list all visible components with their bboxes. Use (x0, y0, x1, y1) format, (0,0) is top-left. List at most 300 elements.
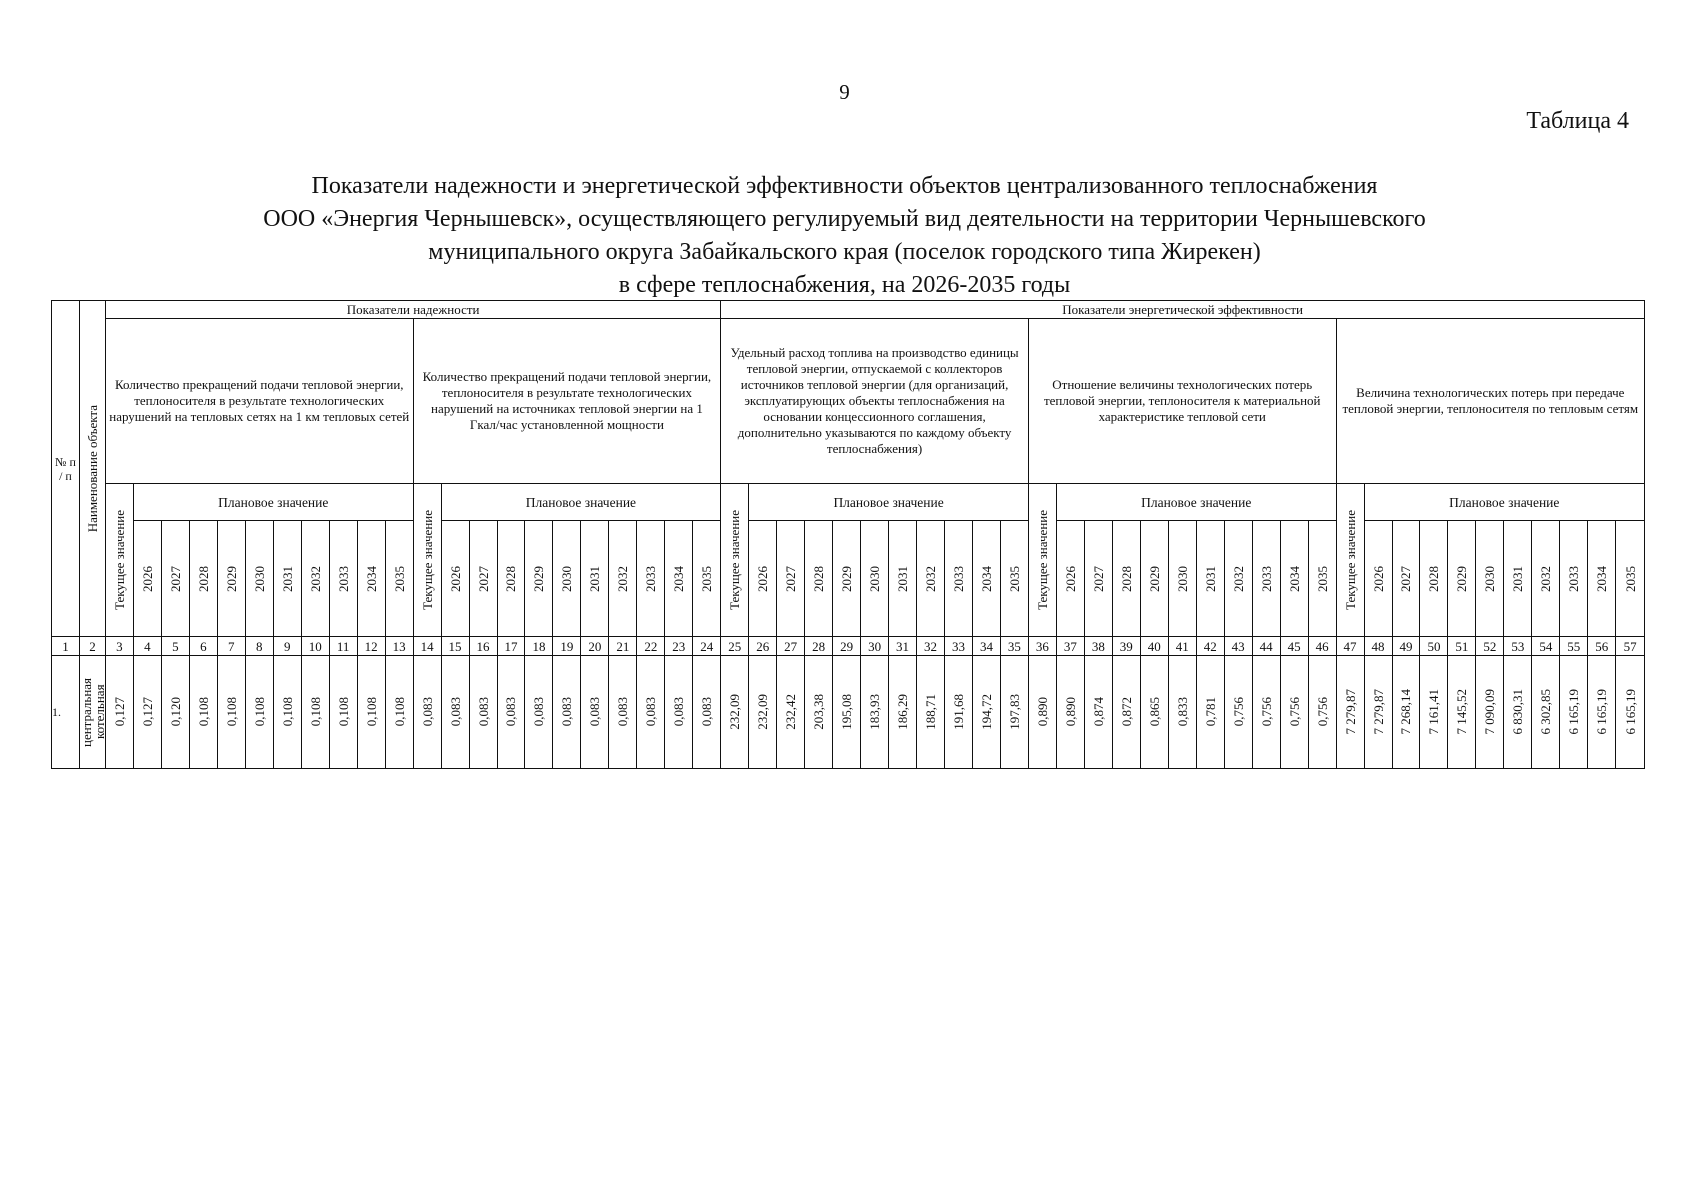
value-cell-text: 7 145,52 (1454, 689, 1470, 735)
year-header-text: 2027 (1398, 565, 1414, 592)
year-header-text: 2026 (1370, 565, 1386, 592)
value-cell (553, 656, 581, 769)
column-number: 4 (133, 637, 161, 656)
year-header (1084, 521, 1112, 637)
year-header-text: 2030 (251, 565, 267, 592)
year-header-text: 2032 (615, 565, 631, 592)
planned-value-header: Плановое значение (133, 484, 413, 521)
value-cell (1252, 656, 1280, 769)
column-number: 6 (189, 637, 217, 656)
page-number: 9 (839, 80, 850, 104)
value-cell (161, 656, 189, 769)
year-header (273, 521, 301, 637)
year-header (469, 521, 497, 637)
value-cell-text: 0,083 (447, 697, 463, 727)
value-cell-text: 203,38 (811, 694, 827, 730)
value-cell (1196, 656, 1224, 769)
year-header-text: 2031 (587, 565, 603, 592)
value-cell-text: 6 165,19 (1622, 689, 1638, 735)
value-cell-text: 6 165,19 (1594, 689, 1610, 735)
year-header-text: 2031 (895, 565, 911, 592)
value-cell-text: 0,127 (111, 697, 127, 727)
value-cell-text: 0,108 (223, 697, 239, 727)
value-cell-text: 0,083 (699, 697, 715, 727)
object-name-text: центральная котельная (78, 677, 107, 747)
current-value-header-text: Текущее значение (419, 510, 435, 610)
title-line: в сфере теплоснабжения, на 2026-2035 годы (618, 272, 1071, 298)
year-header (637, 521, 665, 637)
value-cell (1616, 656, 1645, 769)
year-header (805, 521, 833, 637)
value-cell-text: 0,108 (279, 697, 295, 727)
value-cell (665, 656, 693, 769)
year-header-text: 2032 (1230, 565, 1246, 592)
column-number: 33 (945, 637, 973, 656)
column-number: 26 (749, 637, 777, 656)
value-cell-text: 0,756 (1314, 697, 1330, 727)
value-cell (917, 656, 945, 769)
value-cell-text: 0,890 (1034, 697, 1050, 727)
value-cell (581, 656, 609, 769)
column-number: 17 (497, 637, 525, 656)
year-header (497, 521, 525, 637)
column-number: 3 (105, 637, 133, 656)
value-cell (1224, 656, 1252, 769)
value-cell (189, 656, 217, 769)
year-header-text: 2026 (1062, 565, 1078, 592)
year-header (1532, 521, 1560, 637)
column-number: 25 (721, 637, 749, 656)
column-number: 29 (833, 637, 861, 656)
value-cell (1308, 656, 1336, 769)
column-number: 42 (1196, 637, 1224, 656)
value-cell-text: 0,083 (419, 697, 435, 727)
value-cell (441, 656, 469, 769)
year-header (861, 521, 889, 637)
year-header-text: 2034 (978, 565, 994, 592)
value-cell-text: 232,09 (755, 694, 771, 730)
year-header (1560, 521, 1588, 637)
year-header (1448, 521, 1476, 637)
value-cell (245, 656, 273, 769)
column-number: 39 (1112, 637, 1140, 656)
value-cell (1364, 656, 1392, 769)
indicators-table (51, 300, 1645, 769)
year-header-text: 2034 (1594, 565, 1610, 592)
column-number: 5 (161, 637, 189, 656)
year-header-text: 2035 (1622, 565, 1638, 592)
year-header (665, 521, 693, 637)
column-number: 27 (777, 637, 805, 656)
year-header (1420, 521, 1448, 637)
value-cell (693, 656, 721, 769)
column-number: 11 (329, 637, 357, 656)
value-cell-text: 232,42 (783, 694, 799, 730)
column-number: 8 (245, 637, 273, 656)
column-number: 12 (357, 637, 385, 656)
value-cell (637, 656, 665, 769)
year-header (385, 521, 413, 637)
object-name-header-text: Наименование объекта (84, 404, 100, 533)
value-cell (861, 656, 889, 769)
column-number: 57 (1616, 637, 1645, 656)
planned-value-header: Плановое значение (1364, 484, 1644, 521)
year-header (1504, 521, 1532, 637)
value-cell-text: 7 279,87 (1342, 689, 1358, 735)
value-cell (749, 656, 777, 769)
value-cell-text: 0,120 (167, 697, 183, 727)
value-cell (1392, 656, 1420, 769)
value-cell-text: 0,833 (1174, 697, 1190, 727)
year-header-text: 2030 (1174, 565, 1190, 592)
value-cell (497, 656, 525, 769)
value-cell-text: 0,756 (1230, 697, 1246, 727)
value-cell-text: 7 090,09 (1482, 689, 1498, 735)
column-number: 24 (693, 637, 721, 656)
column-number: 30 (861, 637, 889, 656)
year-header (972, 521, 1000, 637)
value-cell-text: 0,083 (615, 697, 631, 727)
value-cell (273, 656, 301, 769)
value-cell-text: 0,108 (195, 697, 211, 727)
column-number: 35 (1000, 637, 1028, 656)
column-number: 22 (637, 637, 665, 656)
year-header-text: 2031 (1510, 565, 1526, 592)
value-cell-text: 183,93 (867, 694, 883, 730)
value-cell-text: 188,71 (923, 694, 939, 730)
year-header-text: 2033 (1566, 565, 1582, 592)
value-cell-text: 0,756 (1286, 697, 1302, 727)
column-number: 53 (1504, 637, 1532, 656)
value-cell (1504, 656, 1532, 769)
table-row (52, 656, 1645, 769)
value-cell-text: 7 161,41 (1426, 689, 1442, 735)
year-header-text: 2028 (1118, 565, 1134, 592)
value-cell-text: 232,09 (727, 694, 743, 730)
year-header (357, 521, 385, 637)
value-cell (805, 656, 833, 769)
year-header (1252, 521, 1280, 637)
value-cell (1168, 656, 1196, 769)
value-cell-text: 0,083 (503, 697, 519, 727)
column-number: 45 (1280, 637, 1308, 656)
value-cell (833, 656, 861, 769)
column-number: 38 (1084, 637, 1112, 656)
year-header (329, 521, 357, 637)
year-header-text: 2029 (839, 565, 855, 592)
current-value-header (1336, 484, 1364, 637)
column-number: 18 (525, 637, 553, 656)
value-cell (1448, 656, 1476, 769)
year-header-text: 2031 (1202, 565, 1218, 592)
value-cell-text: 194,72 (978, 694, 994, 730)
value-cell (525, 656, 553, 769)
year-header-text: 2034 (671, 565, 687, 592)
year-header-text: 2029 (1454, 565, 1470, 592)
year-header-text: 2028 (195, 565, 211, 592)
column-number: 34 (972, 637, 1000, 656)
year-header-text: 2035 (391, 565, 407, 592)
year-header (217, 521, 245, 637)
year-header (1280, 521, 1308, 637)
value-cell (217, 656, 245, 769)
year-header-text: 2030 (867, 565, 883, 592)
year-header (889, 521, 917, 637)
year-header-text: 2034 (1286, 565, 1302, 592)
column-number: 31 (889, 637, 917, 656)
value-cell (1028, 656, 1056, 769)
value-cell-text: 0,108 (307, 697, 323, 727)
year-header-text: 2032 (307, 565, 323, 592)
value-cell (1420, 656, 1448, 769)
year-header-text: 2033 (950, 565, 966, 592)
column-number: 50 (1420, 637, 1448, 656)
year-header (1112, 521, 1140, 637)
column-number: 28 (805, 637, 833, 656)
year-header-text: 2026 (755, 565, 771, 592)
year-header (1000, 521, 1028, 637)
value-cell-text: 0,756 (1258, 697, 1274, 727)
title-line: Показатели надежности и энергетической эффективности объектов централизованного теплоснабжения (311, 173, 1378, 199)
title-line: ООО «Энергия Чернышевск», осуществляющего регулируемый вид деятельности на территории Чернышевского (263, 206, 1426, 232)
row-number: 1. (52, 656, 80, 769)
year-header (1588, 521, 1616, 637)
value-cell-text: 6 830,31 (1510, 689, 1526, 735)
value-cell (1336, 656, 1364, 769)
value-cell (357, 656, 385, 769)
value-cell-text: 0,874 (1090, 697, 1106, 727)
year-header (441, 521, 469, 637)
value-cell-text: 0,108 (335, 697, 351, 727)
value-cell (1476, 656, 1504, 769)
value-cell-text: 7 268,14 (1398, 689, 1414, 735)
object-name-header (79, 301, 105, 637)
value-cell-text: 7 279,87 (1370, 689, 1386, 735)
year-header (301, 521, 329, 637)
value-cell-text: 0,108 (391, 697, 407, 727)
document-title (0, 170, 1689, 302)
year-header (245, 521, 273, 637)
value-cell (301, 656, 329, 769)
year-header-text: 2027 (167, 565, 183, 592)
value-cell (133, 656, 161, 769)
value-cell (1280, 656, 1308, 769)
year-header-text: 2034 (363, 565, 379, 592)
year-header-text: 2028 (1426, 565, 1442, 592)
value-cell (413, 656, 441, 769)
year-header-text: 2035 (1006, 565, 1022, 592)
year-header (777, 521, 805, 637)
indicator-header: Величина технологических потерь при передаче тепловой энергии, теплоносителя по тепловым сетям (1336, 319, 1644, 484)
value-cell (721, 656, 749, 769)
object-name (79, 656, 105, 769)
year-header-text: 2032 (1538, 565, 1554, 592)
year-header-text: 2026 (139, 565, 155, 592)
efficiency-group-header: Показатели энергетической эффективности (721, 301, 1645, 319)
column-number: 47 (1336, 637, 1364, 656)
value-cell-text: 0,108 (363, 697, 379, 727)
column-number: 51 (1448, 637, 1476, 656)
column-number: 32 (917, 637, 945, 656)
title-line: муниципального округа Забайкальского края (поселок городского типа Жирекен) (428, 239, 1261, 265)
value-cell (1112, 656, 1140, 769)
year-header-text: 2028 (811, 565, 827, 592)
value-cell-text: 6 302,85 (1538, 689, 1554, 735)
year-header (161, 521, 189, 637)
year-header (1364, 521, 1392, 637)
year-header (1616, 521, 1645, 637)
value-cell (945, 656, 973, 769)
column-number: 46 (1308, 637, 1336, 656)
year-header-text: 2030 (1482, 565, 1498, 592)
year-header (1392, 521, 1420, 637)
value-cell (1532, 656, 1560, 769)
value-cell (469, 656, 497, 769)
year-header (525, 521, 553, 637)
column-number: 15 (441, 637, 469, 656)
year-header-text: 2028 (503, 565, 519, 592)
value-cell-text: 0,083 (475, 697, 491, 727)
reliability-group-header: Показатели надежности (105, 301, 720, 319)
year-header (1476, 521, 1504, 637)
value-cell-text: 0,872 (1118, 697, 1134, 727)
year-header-text: 2031 (279, 565, 295, 592)
value-cell-text: 0,083 (671, 697, 687, 727)
column-number: 37 (1056, 637, 1084, 656)
column-number: 48 (1364, 637, 1392, 656)
value-cell-text: 0,083 (531, 697, 547, 727)
year-header-text: 2026 (447, 565, 463, 592)
year-header (581, 521, 609, 637)
value-cell (777, 656, 805, 769)
column-number: 14 (413, 637, 441, 656)
column-number: 55 (1560, 637, 1588, 656)
column-number: 23 (665, 637, 693, 656)
column-number: 49 (1392, 637, 1420, 656)
value-cell-text: 0,083 (559, 697, 575, 727)
column-number: 7 (217, 637, 245, 656)
current-value-header-text: Текущее значение (727, 510, 743, 610)
year-header (1308, 521, 1336, 637)
year-header-text: 2035 (1314, 565, 1330, 592)
column-number: 44 (1252, 637, 1280, 656)
current-value-header (1028, 484, 1056, 637)
year-header-text: 2027 (475, 565, 491, 592)
value-cell (1000, 656, 1028, 769)
value-cell-text: 0,083 (587, 697, 603, 727)
year-header-text: 2035 (699, 565, 715, 592)
current-value-header-text: Текущее значение (1342, 510, 1358, 610)
value-cell (609, 656, 637, 769)
value-cell (1588, 656, 1616, 769)
current-value-header-text: Текущее значение (111, 510, 127, 610)
value-cell (889, 656, 917, 769)
year-header (833, 521, 861, 637)
column-number: 36 (1028, 637, 1056, 656)
value-cell (1084, 656, 1112, 769)
value-cell-text: 0,781 (1202, 697, 1218, 727)
year-header (917, 521, 945, 637)
column-number: 16 (469, 637, 497, 656)
current-value-header (105, 484, 133, 637)
value-cell-text: 0,127 (139, 697, 155, 727)
year-header (1056, 521, 1084, 637)
value-cell-text: 186,29 (895, 694, 911, 730)
year-header (749, 521, 777, 637)
year-header-text: 2027 (783, 565, 799, 592)
planned-value-header: Плановое значение (441, 484, 721, 521)
year-header (1196, 521, 1224, 637)
year-header (1224, 521, 1252, 637)
value-cell (385, 656, 413, 769)
value-cell (1140, 656, 1168, 769)
column-number: 56 (1588, 637, 1616, 656)
year-header (609, 521, 637, 637)
no-header: № п / п (52, 301, 80, 637)
column-number: 10 (301, 637, 329, 656)
year-header-text: 2033 (335, 565, 351, 592)
value-cell-text: 0,108 (251, 697, 267, 727)
value-cell (1056, 656, 1084, 769)
column-number: 19 (553, 637, 581, 656)
year-header-text: 2032 (923, 565, 939, 592)
column-number: 20 (581, 637, 609, 656)
planned-value-header: Плановое значение (749, 484, 1029, 521)
value-cell-text: 0,890 (1062, 697, 1078, 727)
value-cell (972, 656, 1000, 769)
current-value-header (413, 484, 441, 637)
column-number: 54 (1532, 637, 1560, 656)
indicator-header: Отношение величины технологических потерь тепловой энергии, теплоносителя к материальной характеристике тепловой сети (1028, 319, 1336, 484)
column-number: 40 (1140, 637, 1168, 656)
year-header-text: 2029 (1146, 565, 1162, 592)
year-header-text: 2029 (223, 565, 239, 592)
value-cell-text: 197,83 (1006, 694, 1022, 730)
year-header-text: 2033 (643, 565, 659, 592)
value-cell-text: 195,08 (839, 694, 855, 730)
year-header-text: 2030 (559, 565, 575, 592)
column-number: 13 (385, 637, 413, 656)
column-number: 21 (609, 637, 637, 656)
value-cell (1560, 656, 1588, 769)
current-value-header (721, 484, 749, 637)
column-number: 41 (1168, 637, 1196, 656)
column-number: 1 (52, 637, 80, 656)
column-number: 2 (79, 637, 105, 656)
value-cell-text: 0,865 (1146, 697, 1162, 727)
indicator-header: Количество прекращений подачи тепловой энергии, теплоносителя в результате технологических нарушений на источниках тепловой энергии на 1 Гкал/час установленной мощности (413, 319, 721, 484)
year-header (945, 521, 973, 637)
table-label: Таблица 4 (1526, 108, 1629, 134)
year-header (553, 521, 581, 637)
year-header (189, 521, 217, 637)
value-cell-text: 6 165,19 (1566, 689, 1582, 735)
column-number: 52 (1476, 637, 1504, 656)
year-header (1168, 521, 1196, 637)
indicator-header: Удельный расход топлива на производство единицы тепловой энергии, отпускаемой с коллекторов источников тепловой энергии (для организаций, эксплуатирующих объекты теплоснабжения на основании концессионного соглашения, дополнительно указываются по каждому объекту теплоснабжения) (721, 319, 1029, 484)
planned-value-header: Плановое значение (1056, 484, 1336, 521)
column-number: 43 (1224, 637, 1252, 656)
column-number: 9 (273, 637, 301, 656)
current-value-header-text: Текущее значение (1034, 510, 1050, 610)
year-header (133, 521, 161, 637)
year-header-text: 2027 (1090, 565, 1106, 592)
indicator-header: Количество прекращений подачи тепловой энергии, теплоносителя в результате технологических нарушений на тепловых сетях на 1 км тепловых сетей (105, 319, 413, 484)
year-header-text: 2029 (531, 565, 547, 592)
year-header (1140, 521, 1168, 637)
year-header-text: 2033 (1258, 565, 1274, 592)
year-header (693, 521, 721, 637)
